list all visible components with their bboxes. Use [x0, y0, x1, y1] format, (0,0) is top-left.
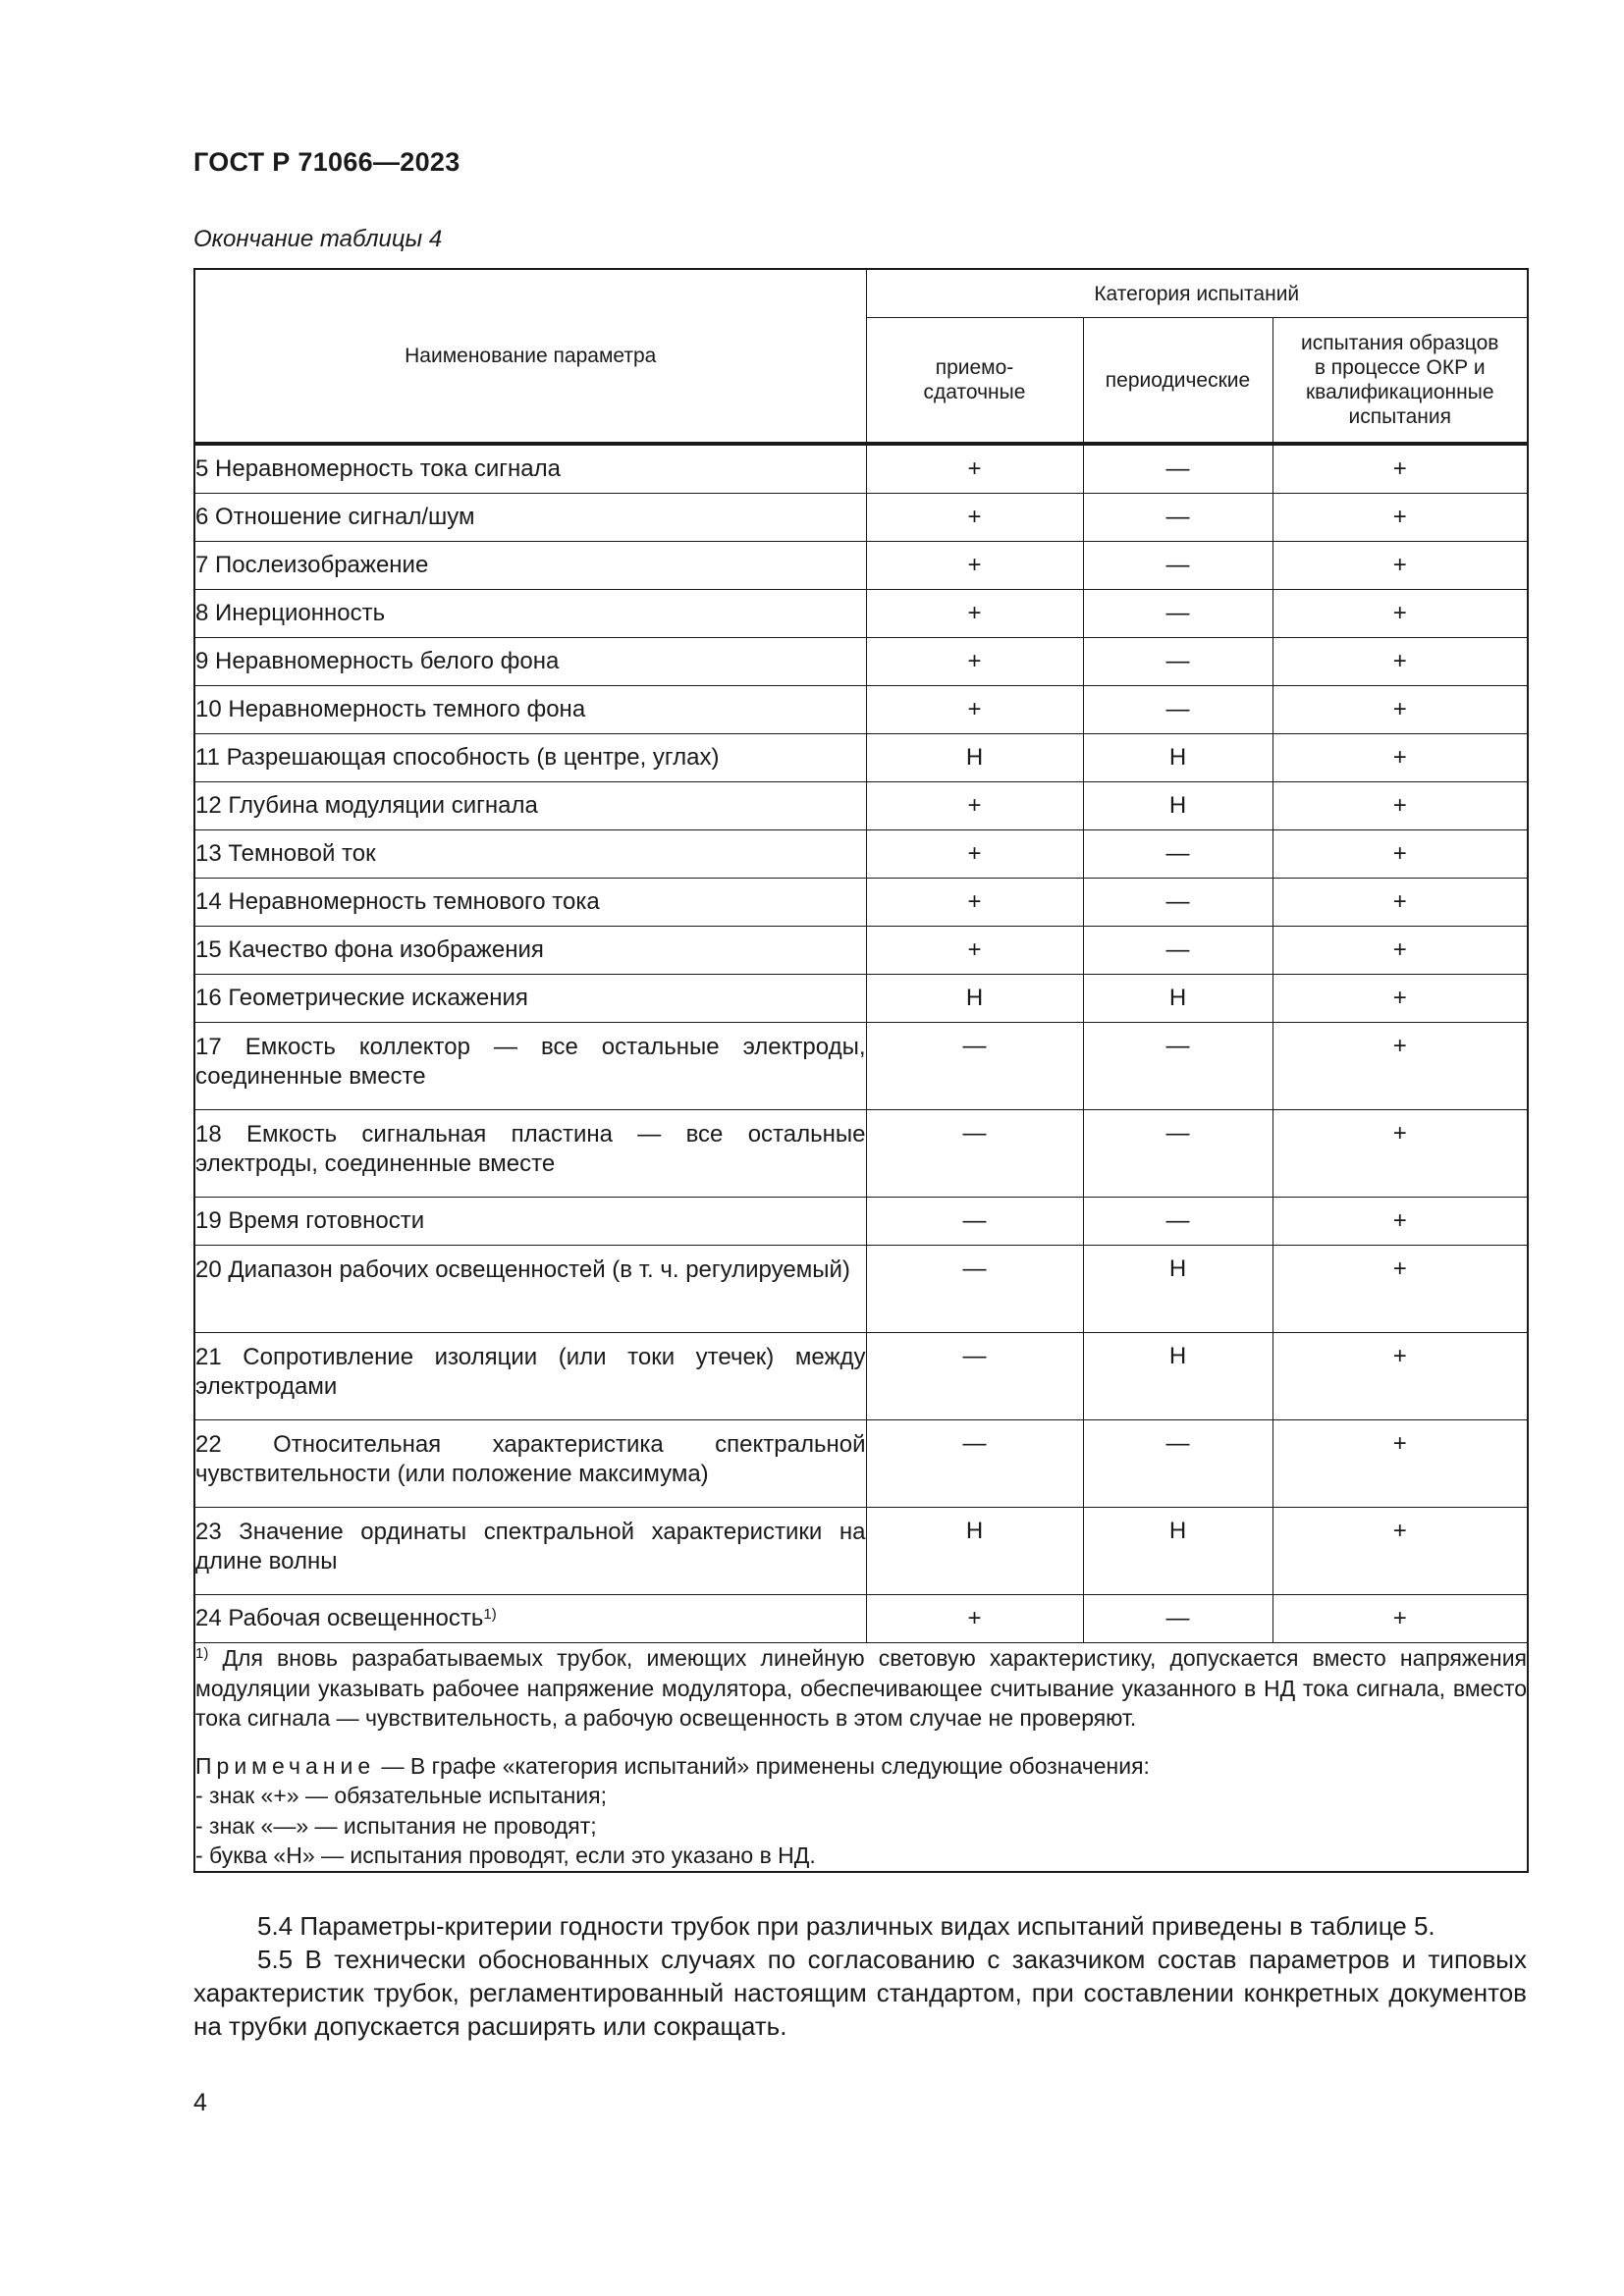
- qualification-mark: +: [1272, 1333, 1528, 1420]
- qualification-mark: +: [1272, 494, 1528, 542]
- note: [195, 1751, 1527, 1871]
- table-row: [194, 542, 1528, 590]
- test-category-table: [193, 268, 1527, 1873]
- parameter-name-text: 19 Время готовности: [195, 1207, 425, 1234]
- acceptance-mark: —: [866, 1246, 1083, 1333]
- parameter-name: [194, 830, 866, 879]
- parameters-table: [193, 268, 1529, 1873]
- periodic-mark: —: [1083, 494, 1272, 542]
- acceptance-mark: +: [866, 542, 1083, 590]
- acceptance-mark: —: [866, 1333, 1083, 1420]
- qualification-mark: +: [1272, 446, 1528, 494]
- qualification-mark: +: [1272, 782, 1528, 830]
- header-qualification-text: испытания образцов в процессе ОКР и квалификационные испытания: [1301, 332, 1499, 428]
- table-row: [194, 590, 1528, 638]
- parameter-name-text: 18 Емкость сигнальная пластина — все остальные электроды, соединенные вместе: [195, 1121, 866, 1177]
- periodic-mark: Н: [1083, 975, 1272, 1023]
- periodic-mark: —: [1083, 1110, 1272, 1198]
- table-row: [194, 734, 1528, 782]
- header-acceptance-text: приемо- сдаточные: [923, 356, 1026, 403]
- table-row: [194, 1508, 1528, 1595]
- parameter-name: [194, 1595, 866, 1643]
- parameter-name-text: 17 Емкость коллектор — все остальные электроды, соединенные вместе: [195, 1034, 866, 1090]
- acceptance-mark: —: [866, 1420, 1083, 1508]
- parameter-name: [194, 590, 866, 638]
- note-item-plus: - знак «+» — обязательные испытания;: [195, 1783, 607, 1808]
- qualification-mark: +: [1272, 734, 1528, 782]
- paragraph-5-4: 5.4 Параметры-критерии годности трубок при различных видах испытаний приведены в таблице 5.: [257, 1911, 1435, 1941]
- header-parameter-name: Наименование параметра: [194, 269, 866, 444]
- parameter-name-text: 21 Сопротивление изоляции (или токи утечек) между электродами: [195, 1344, 866, 1400]
- table-row: [194, 1595, 1528, 1643]
- parameter-name-text: 12 Глубина модуляции сигнала: [195, 792, 538, 819]
- parameter-name-text: 16 Геометрические искажения: [195, 985, 528, 1011]
- acceptance-mark: —: [866, 1023, 1083, 1110]
- qualification-mark: +: [1272, 1420, 1528, 1508]
- parameter-name-text: 5 Неравномерность тока сигнала: [195, 455, 561, 482]
- qualification-mark: +: [1272, 1023, 1528, 1110]
- parameter-name: [194, 1420, 866, 1508]
- qualification-mark: +: [1272, 1508, 1528, 1595]
- qualification-mark: +: [1272, 638, 1528, 686]
- parameter-name: [194, 1110, 866, 1198]
- parameter-name: [194, 494, 866, 542]
- footnote-text: Для вновь разрабатываемых трубок, имеющих линейную световую характеристику, допускается вместо напряжения модуляции указывать рабочее напряжение модулятора, обеспечивающее считывание указанного в НД тока сигнала, вместо тока сигнала — чувствительность, а рабочую освещенность в этом случае не проверяют.: [195, 1645, 1527, 1731]
- parameter-name: [194, 542, 866, 590]
- parameter-name-text: 14 Неравномерность темнового тока: [195, 888, 600, 915]
- parameter-name-text: 8 Инерционность: [195, 600, 386, 626]
- header-periodic: периодические: [1083, 318, 1272, 444]
- table-row: [194, 927, 1528, 975]
- parameter-name: [194, 1333, 866, 1420]
- parameter-name: [194, 1023, 866, 1110]
- parameter-name: [194, 1508, 866, 1595]
- periodic-mark: —: [1083, 927, 1272, 975]
- paragraph-5-5: 5.5 В технически обоснованных случаях по согласованию с заказчиком состав параметров и типовых характеристик трубок, регламентированный настоящим стандартом, при составлении конкретных документов на трубки допускается расширять или сокращать.: [193, 1945, 1527, 2041]
- table-row: [194, 1246, 1528, 1333]
- acceptance-mark: +: [866, 879, 1083, 927]
- parameter-name: [194, 446, 866, 494]
- periodic-mark: —: [1083, 879, 1272, 927]
- parameter-name-text: 7 Послеизображение: [195, 552, 429, 578]
- qualification-mark: +: [1272, 1595, 1528, 1643]
- table-row: [194, 494, 1528, 542]
- header-acceptance: [866, 318, 1083, 444]
- parameter-name: [194, 879, 866, 927]
- periodic-mark: Н: [1083, 782, 1272, 830]
- footnote-ref: 1): [483, 1606, 497, 1623]
- qualification-mark: +: [1272, 1110, 1528, 1198]
- note-item-dash: - знак «—» — испытания не проводят;: [195, 1812, 597, 1839]
- header-qualification: [1272, 318, 1528, 444]
- acceptance-mark: +: [866, 494, 1083, 542]
- parameter-name: [194, 686, 866, 734]
- periodic-mark: —: [1083, 1198, 1272, 1246]
- parameter-name: [194, 782, 866, 830]
- qualification-mark: +: [1272, 1246, 1528, 1333]
- acceptance-mark: Н: [866, 1508, 1083, 1595]
- periodic-mark: —: [1083, 446, 1272, 494]
- acceptance-mark: +: [866, 830, 1083, 879]
- acceptance-mark: +: [866, 590, 1083, 638]
- periodic-mark: Н: [1083, 734, 1272, 782]
- footnote: [195, 1643, 1527, 1734]
- periodic-mark: —: [1083, 686, 1272, 734]
- note-title: Примечание: [195, 1752, 376, 1779]
- table-notes: [194, 1643, 1528, 1872]
- table-row: [194, 1420, 1528, 1508]
- qualification-mark: +: [1272, 1198, 1528, 1246]
- parameter-name-text: 15 Качество фона изображения: [195, 936, 544, 963]
- table-row: [194, 638, 1528, 686]
- qualification-mark: +: [1272, 542, 1528, 590]
- periodic-mark: —: [1083, 830, 1272, 879]
- parameter-name-text: 24 Рабочая освещенность: [195, 1605, 484, 1631]
- parameter-name: [194, 638, 866, 686]
- periodic-mark: —: [1083, 1595, 1272, 1643]
- acceptance-mark: +: [866, 446, 1083, 494]
- parameter-name: [194, 1198, 866, 1246]
- periodic-mark: —: [1083, 542, 1272, 590]
- parameter-name: [194, 734, 866, 782]
- acceptance-mark: Н: [866, 734, 1083, 782]
- note-item-n: - буква «Н» — испытания проводят, если это указано в НД.: [195, 1842, 816, 1868]
- parameter-name-text: 9 Неравномерность белого фона: [195, 648, 560, 674]
- qualification-mark: +: [1272, 686, 1528, 734]
- parameter-name: [194, 975, 866, 1023]
- periodic-mark: Н: [1083, 1246, 1272, 1333]
- page-number: 4: [193, 2089, 207, 2116]
- parameter-name-text: 13 Темновой ток: [195, 840, 376, 867]
- qualification-mark: +: [1272, 590, 1528, 638]
- periodic-mark: —: [1083, 590, 1272, 638]
- qualification-mark: +: [1272, 975, 1528, 1023]
- footnote-mark: 1): [195, 1645, 209, 1662]
- periodic-mark: Н: [1083, 1508, 1272, 1595]
- parameter-name-text: 22 Относительная характеристика спектральной чувствительности (или положение максимума): [195, 1431, 866, 1487]
- parameter-name-text: 11 Разрешающая способность (в центре, углах): [195, 744, 720, 771]
- acceptance-mark: +: [866, 782, 1083, 830]
- note-text: — В графе «категория испытаний» применены следующие обозначения:: [375, 1752, 1150, 1779]
- periodic-mark: —: [1083, 1420, 1272, 1508]
- header-test-category: Категория испытаний: [866, 269, 1528, 318]
- table-row: [194, 879, 1528, 927]
- qualification-mark: +: [1272, 927, 1528, 975]
- qualification-mark: +: [1272, 830, 1528, 879]
- table-row: [194, 686, 1528, 734]
- acceptance-mark: —: [866, 1110, 1083, 1198]
- table-row: [194, 1198, 1528, 1246]
- periodic-mark: —: [1083, 638, 1272, 686]
- acceptance-mark: +: [866, 686, 1083, 734]
- parameter-name-text: 10 Неравномерность темного фона: [195, 696, 586, 722]
- table-row: [194, 446, 1528, 494]
- acceptance-mark: +: [866, 927, 1083, 975]
- acceptance-mark: +: [866, 638, 1083, 686]
- acceptance-mark: Н: [866, 975, 1083, 1023]
- parameter-name-text: 6 Отношение сигнал/шум: [195, 504, 475, 530]
- parameter-name-text: 23 Значение ординаты спектральной характеристики на длине волны: [195, 1519, 866, 1575]
- document-code: ГОСТ Р 71066—2023: [193, 147, 460, 177]
- periodic-mark: —: [1083, 1023, 1272, 1110]
- table-row: [194, 975, 1528, 1023]
- parameter-name: [194, 1246, 866, 1333]
- acceptance-mark: —: [866, 1198, 1083, 1246]
- body-text: [193, 1909, 1527, 2043]
- table-caption: Окончание таблицы 4: [193, 226, 443, 252]
- parameter-name: [194, 927, 866, 975]
- table-row: [194, 1110, 1528, 1198]
- table-row: [194, 1023, 1528, 1110]
- parameter-name-text: 20 Диапазон рабочих освещенностей (в т. ч. регулируемый): [195, 1256, 850, 1283]
- acceptance-mark: +: [866, 1595, 1083, 1643]
- qualification-mark: +: [1272, 879, 1528, 927]
- table-row: [194, 1333, 1528, 1420]
- table-row: [194, 830, 1528, 879]
- table-row: [194, 782, 1528, 830]
- periodic-mark: Н: [1083, 1333, 1272, 1420]
- table-body: [194, 446, 1528, 1643]
